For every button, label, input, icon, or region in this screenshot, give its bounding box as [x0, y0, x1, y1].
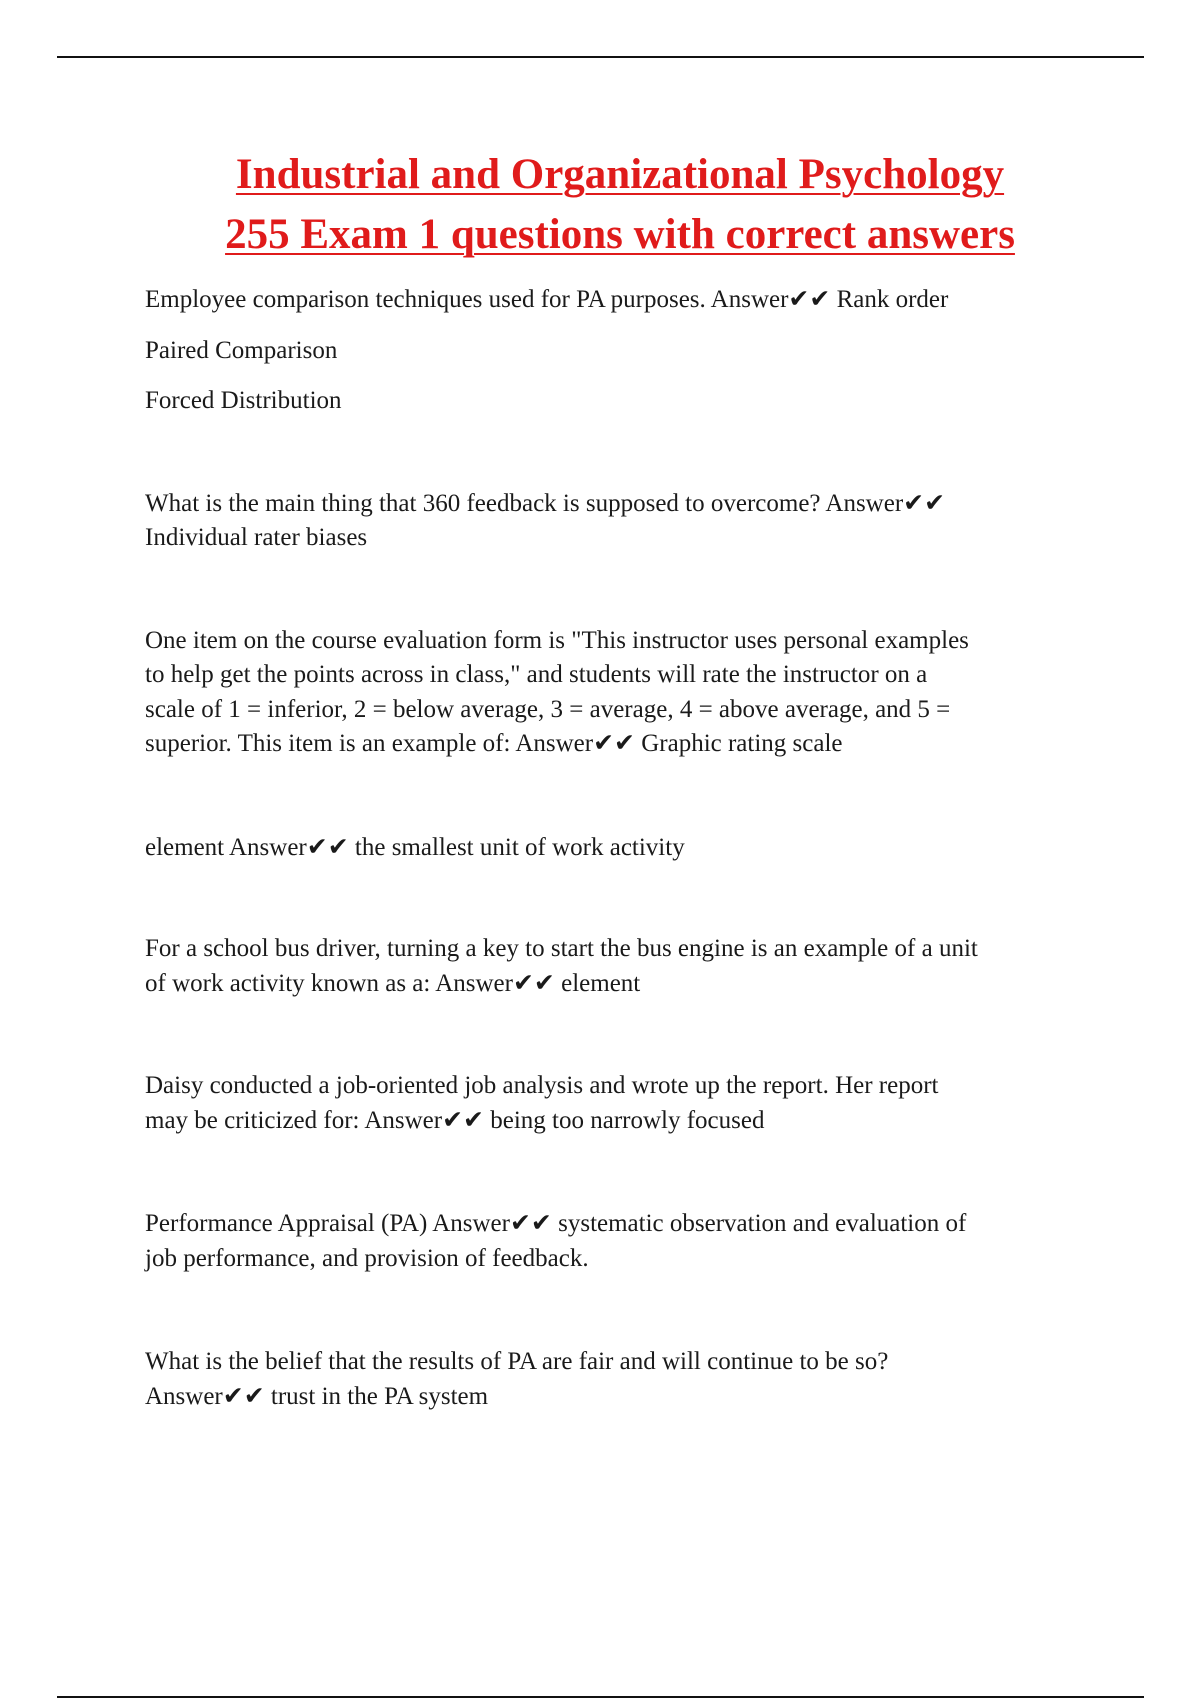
- qa-item-3: [145, 624, 1085, 762]
- qa-line: may be criticized for: Answer✔✔ being too narrowly focused: [145, 1106, 765, 1134]
- qa-item-7: [145, 1207, 1085, 1276]
- qa-line: Performance Appraisal (PA) Answer✔✔ systematic observation and evaluation of: [145, 1210, 967, 1237]
- qa-item-6: [145, 1069, 1085, 1138]
- title-line-2: 255 Exam 1 questions with correct answers: [225, 211, 1015, 258]
- qa-item-8: [145, 1345, 1085, 1414]
- bottom-rule: [57, 1696, 1144, 1698]
- qa-item-4: [145, 831, 1085, 866]
- qa-line: Daisy conducted a job-oriented job analysis and wrote up the report. Her report: [145, 1072, 939, 1099]
- qa-line: superior. This item is an example of: Answer✔✔ Graphic rating scale: [145, 730, 843, 757]
- qa-item-5: [145, 932, 1085, 1001]
- qa-item-2: [145, 487, 1085, 556]
- qa-subline: Forced Distribution: [145, 387, 342, 414]
- qa-line: to help get the points across in class," and students will rate the instructor on a: [145, 661, 928, 688]
- qa-line: What is the belief that the results of PA are fair and will continue to be so?: [145, 1348, 889, 1375]
- qa-line: For a school bus driver, turning a key to start the bus engine is an example of a unit: [145, 935, 978, 962]
- qa-line: element Answer✔✔ the smallest unit of work activity: [145, 833, 685, 861]
- qa-line: of work activity known as a: Answer✔✔ element: [145, 969, 641, 997]
- qa-line: Answer✔✔ trust in the PA system: [145, 1382, 489, 1410]
- qa-line: One item on the course evaluation form is "This instructor uses personal examples: [145, 626, 969, 654]
- qa-line: Individual rater biases: [145, 524, 368, 551]
- document-title: [145, 145, 1095, 265]
- qa-subline: Paired Comparison: [145, 336, 338, 364]
- qa-line: job performance, and provision of feedback.: [145, 1244, 589, 1272]
- qa-line: What is the main thing that 360 feedback is supposed to overcome? Answer✔✔: [145, 489, 946, 517]
- qa-line: Employee comparison techniques used for PA purposes. Answer✔✔ Rank order: [145, 286, 949, 313]
- qa-item-1: [145, 283, 1085, 419]
- document-page: [145, 145, 1085, 1414]
- title-line-1: Industrial and Organizational Psychology: [235, 151, 1005, 198]
- top-rule: [57, 56, 1144, 58]
- qa-line: scale of 1 = inferior, 2 = below average, 3 = average, 4 = above average, and 5 =: [145, 695, 951, 723]
